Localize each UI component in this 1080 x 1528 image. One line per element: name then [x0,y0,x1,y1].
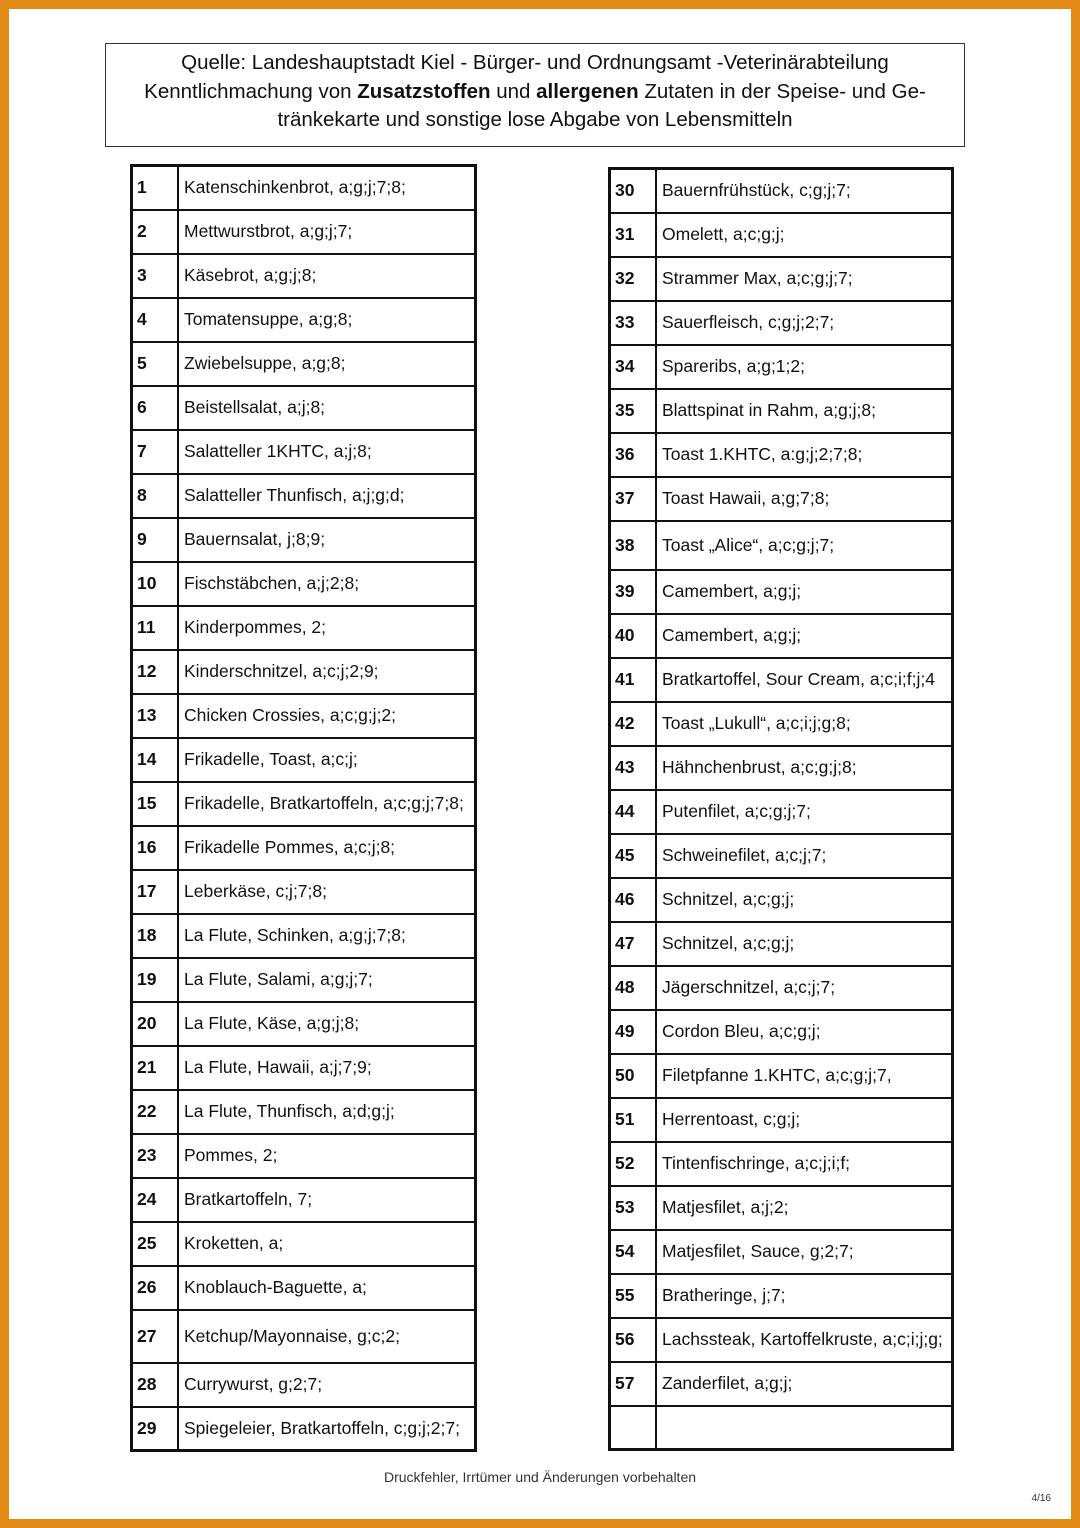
table-row [610,213,953,257]
item-number: 7 [132,430,179,474]
item-number: 38 [610,521,657,570]
item-number: 44 [610,790,657,834]
item-number: 57 [610,1362,657,1406]
item-text: Matjesfilet, a;j;2; [656,1186,953,1230]
table-row [610,1010,953,1054]
item-number: 46 [610,878,657,922]
item-text: Blattspinat in Rahm, a;g;j;8; [656,389,953,433]
table-row [132,430,476,474]
menu-table-right [608,167,954,1451]
table-row [132,1090,476,1134]
item-text: Kinderschnitzel, a;c;j;2;9; [178,650,476,694]
item-number: 48 [610,966,657,1010]
item-text: Hähnchenbrust, a;c;g;j;8; [656,746,953,790]
item-number: 34 [610,345,657,389]
table-row [610,658,953,702]
table-row [132,518,476,562]
item-text: Jägerschnitzel, a;c;j;7; [656,966,953,1010]
item-text: Beistellsalat, a;j;8; [178,386,476,430]
item-number: 47 [610,922,657,966]
item-number: 15 [132,782,179,826]
item-text: Leberkäse, c;j;7;8; [178,870,476,914]
item-text: Spiegeleier, Bratkartoffeln, c;g;j;2;7; [178,1407,476,1451]
item-number: 14 [132,738,179,782]
item-number: 30 [610,169,657,213]
table-row [610,345,953,389]
header-line-2a: Kenntlichmachung von [144,79,358,103]
table-row [610,746,953,790]
item-text: Käsebrot, a;g;j;8; [178,254,476,298]
table-row [610,834,953,878]
table-row [132,958,476,1002]
item-number: 56 [610,1318,657,1362]
item-text: Ketchup/Mayonnaise, g;c;2; [178,1310,476,1363]
item-number: 27 [132,1310,179,1363]
table-row [132,914,476,958]
table-row [132,386,476,430]
item-text: Zwiebelsuppe, a;g;8; [178,342,476,386]
table-row [610,702,953,746]
table-row [132,1363,476,1407]
item-number: 51 [610,1098,657,1142]
footer-disclaimer: Druckfehler, Irrtümer und Änderungen vorbehalten [383,1469,697,1485]
table-row [610,922,953,966]
table-row [610,966,953,1010]
header-line-3: tränkekarte und sonstige lose Abgabe von Lebensmitteln [277,108,793,131]
table-row [610,1318,953,1362]
table-row [610,257,953,301]
item-text: Frikadelle, Bratkartoffeln, a;c;g;j;7;8; [178,782,476,826]
item-number: 2 [132,210,179,254]
table-row [610,1274,953,1318]
table-row [610,301,953,345]
item-text: Pommes, 2; [178,1134,476,1178]
header-line-1: Quelle: Landeshauptstadt Kiel - Bürger- und Ordnungsamt -Veterinärabteilung [181,51,889,74]
item-text: Lachssteak, Kartoffelkruste, a;c;i;j;g; [656,1318,953,1362]
item-text: Salatteller 1KHTC, a;j;8; [178,430,476,474]
item-number: 5 [132,342,179,386]
item-number: 3 [132,254,179,298]
table-row [132,254,476,298]
item-number: 37 [610,477,657,521]
item-text: Matjesfilet, Sauce, g;2;7; [656,1230,953,1274]
item-text: Kinderpommes, 2; [178,606,476,650]
item-number: 32 [610,257,657,301]
item-text: Currywurst, g;2;7; [178,1363,476,1407]
item-text: Frikadelle Pommes, a;c;j;8; [178,826,476,870]
table-row [610,1098,953,1142]
header-line-2e: Zutaten in der Speise- und Ge- [638,79,926,103]
item-text: Bauernfrühstück, c;g;j;7; [656,169,953,213]
item-number: 42 [610,702,657,746]
menu-table-left [130,164,477,1452]
item-text: Bratkartoffel, Sour Cream, a;c;i;f;j;4 [656,658,953,702]
item-number: 22 [132,1090,179,1134]
item-text: La Flute, Hawaii, a;j;7;9; [178,1046,476,1090]
table-row [132,606,476,650]
item-text: Putenfilet, a;c;g;j;7; [656,790,953,834]
table-row [132,1002,476,1046]
item-number: 19 [132,958,179,1002]
item-text: Sauerfleisch, c;g;j;2;7; [656,301,953,345]
item-text: Zanderfilet, a;g;j; [656,1362,953,1406]
table-row [132,1178,476,1222]
table-row [132,1046,476,1090]
item-text: Toast „Alice“, a;c;g;j;7; [656,521,953,570]
item-number: 43 [610,746,657,790]
item-text: Camembert, a;g;j; [656,614,953,658]
table-row [132,1134,476,1178]
item-number: 31 [610,213,657,257]
table-row [610,1054,953,1098]
table-row [132,298,476,342]
item-number: 45 [610,834,657,878]
item-text: Spareribs, a;g;1;2; [656,345,953,389]
item-text: Omelett, a;c;g;j; [656,213,953,257]
table-row [132,1222,476,1266]
item-number: 33 [610,301,657,345]
item-number: 18 [132,914,179,958]
table-row [132,650,476,694]
header-line-2c: und [490,79,537,103]
item-text: Bratheringe, j;7; [656,1274,953,1318]
item-number: 21 [132,1046,179,1090]
item-text: Strammer Max, a;c;g;j;7; [656,257,953,301]
table-row [610,389,953,433]
table-row [610,878,953,922]
table-row [610,521,953,570]
table-row [610,169,953,213]
item-text: Mettwurstbrot, a;g;j;7; [178,210,476,254]
item-text: Bauernsalat, j;8;9; [178,518,476,562]
item-text: Knoblauch-Baguette, a; [178,1266,476,1310]
table-row [610,1406,953,1450]
table-row [132,738,476,782]
item-text: La Flute, Schinken, a;g;j;7;8; [178,914,476,958]
item-number: 55 [610,1274,657,1318]
item-text [656,1406,953,1450]
item-number: 40 [610,614,657,658]
item-text: Chicken Crossies, a;c;g;j;2; [178,694,476,738]
source-header-box [105,43,965,147]
table-row [610,1186,953,1230]
item-number: 50 [610,1054,657,1098]
item-number: 13 [132,694,179,738]
item-number: 4 [132,298,179,342]
item-number: 26 [132,1266,179,1310]
item-text: Fischstäbchen, a;j;2;8; [178,562,476,606]
table-row [610,477,953,521]
item-number: 53 [610,1186,657,1230]
item-number: 6 [132,386,179,430]
item-text: Katenschinkenbrot, a;g;j;7;8; [178,166,476,210]
item-text: Bratkartoffeln, 7; [178,1178,476,1222]
table-row [610,1230,953,1274]
item-text: La Flute, Salami, a;g;j;7; [178,958,476,1002]
item-text: Herrentoast, c;g;j; [656,1098,953,1142]
item-number: 24 [132,1178,179,1222]
table-row [132,1407,476,1451]
table-row [610,433,953,477]
header-line-2 [106,78,964,107]
item-text: La Flute, Käse, a;g;j;8; [178,1002,476,1046]
item-text: Schnitzel, a;c;g;j; [656,878,953,922]
table-row [132,694,476,738]
table-row [132,826,476,870]
header-bold-allergens: allergenen [536,79,639,103]
table-row [610,570,953,614]
item-text: Camembert, a;g;j; [656,570,953,614]
item-text: Toast Hawaii, a;g;7;8; [656,477,953,521]
item-text: Tomatensuppe, a;g;8; [178,298,476,342]
item-number: 23 [132,1134,179,1178]
item-text: Toast „Lukull“, a;c;i;j;g;8; [656,702,953,746]
item-number [610,1406,657,1450]
item-text: Cordon Bleu, a;c;g;j; [656,1010,953,1054]
item-number: 49 [610,1010,657,1054]
item-text: Filetpfanne 1.KHTC, a;c;g;j;7, [656,1054,953,1098]
item-text: Schnitzel, a;c;g;j; [656,922,953,966]
item-number: 20 [132,1002,179,1046]
table-row [132,474,476,518]
item-number: 9 [132,518,179,562]
item-number: 29 [132,1407,179,1451]
item-number: 16 [132,826,179,870]
table-row [132,870,476,914]
item-text: Kroketten, a; [178,1222,476,1266]
table-row [132,166,476,210]
table-row [132,562,476,606]
item-text: Salatteller Thunfisch, a;j;g;d; [178,474,476,518]
table-row [610,1362,953,1406]
item-number: 11 [132,606,179,650]
item-number: 28 [132,1363,179,1407]
item-number: 17 [132,870,179,914]
table-row [132,210,476,254]
table-row [132,1310,476,1363]
item-text: La Flute, Thunfisch, a;d;g;j; [178,1090,476,1134]
item-number: 36 [610,433,657,477]
header-bold-additives: Zusatzstoffen [357,79,491,103]
item-text: Toast 1.KHTC, a:g;j;2;7;8; [656,433,953,477]
item-number: 25 [132,1222,179,1266]
item-number: 35 [610,389,657,433]
table-row [610,790,953,834]
item-number: 39 [610,570,657,614]
table-row [132,342,476,386]
item-number: 1 [132,166,179,210]
page-number: 4/16 [1031,1493,1051,1504]
item-number: 52 [610,1142,657,1186]
item-text: Frikadelle, Toast, a;c;j; [178,738,476,782]
item-number: 12 [132,650,179,694]
table-row [132,782,476,826]
table-row [610,1142,953,1186]
item-text: Schweinefilet, a;c;j;7; [656,834,953,878]
item-number: 8 [132,474,179,518]
item-number: 41 [610,658,657,702]
item-text: Tintenfischringe, a;c;j;i;f; [656,1142,953,1186]
table-row [610,614,953,658]
item-number: 54 [610,1230,657,1274]
item-number: 10 [132,562,179,606]
table-row [132,1266,476,1310]
